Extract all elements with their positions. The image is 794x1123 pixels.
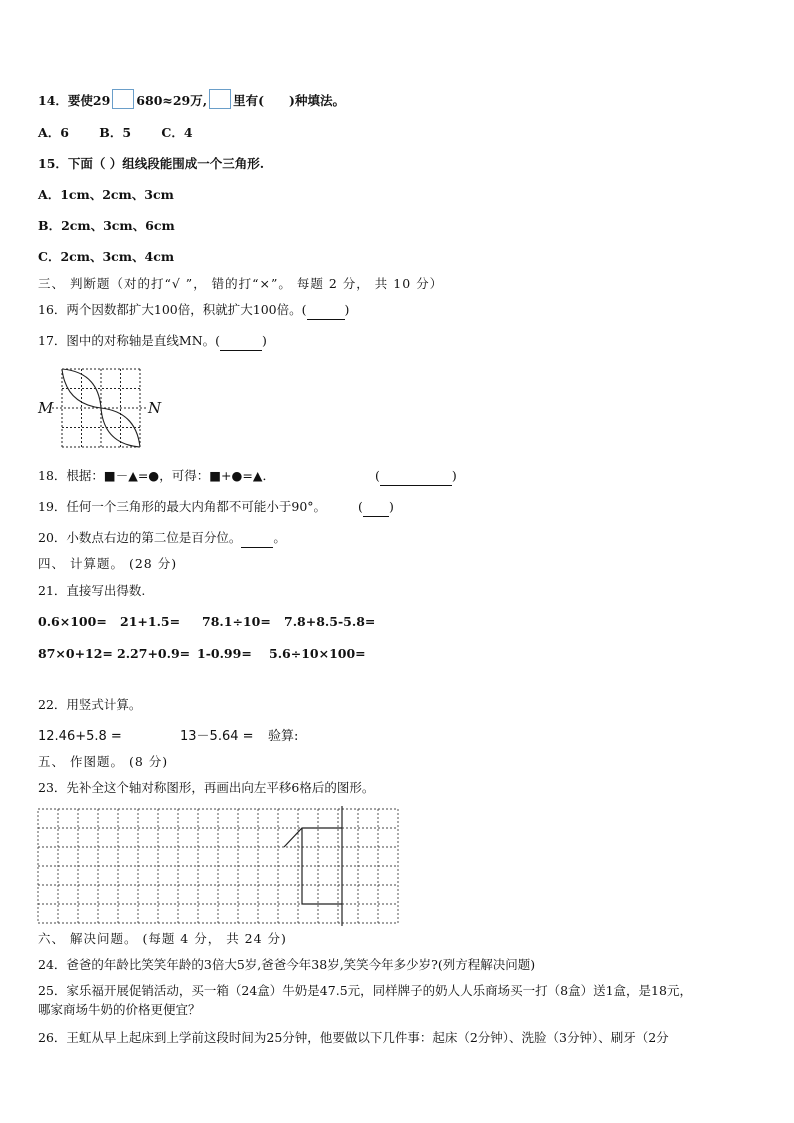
q19: 19．任何一个三角形的最大内角都不可能小于90°。 ( ) [38,499,394,517]
answer-blank[interactable] [307,303,345,320]
option-b[interactable]: B．5 [99,125,132,140]
q18: 18．根据：■－▲=●，可得：■+●=▲． ( ) [38,468,457,486]
answer-blank[interactable] [380,469,452,486]
symmetry-figure [36,364,166,448]
q25-line2: 哪家商场牛奶的价格更便宜？ [38,1002,201,1017]
blank-box[interactable] [209,89,231,109]
option-c[interactable]: C．2cm、3cm、4cm [38,249,175,264]
blank-box[interactable] [112,89,134,109]
q24: 24．爸爸的年龄比笑笑年龄的3倍大5岁,爸爸今年38岁,笑笑今年多少岁?(列方程解决问题) [38,957,536,972]
q16: 16．两个因数都扩大100倍，积就扩大100倍。( ) [38,302,349,320]
q25-line1: 25．家乐福开展促销活动，买一箱（24盒）牛奶是47.5元，同样牌子的奶人人乐商场买一打（8盒）送1盒，是18元， [38,983,692,998]
answer-blank[interactable] [241,531,273,548]
q21-row1: 0.6×100= 21+1.5= 78.1÷10= 7.8+8.5-5.8= [38,614,376,629]
option-c[interactable]: C．4 [161,125,193,140]
option-a[interactable]: A．1cm、2cm、3cm [38,187,174,202]
q22-stem: 22．用竖式计算。 [38,697,142,712]
q15-stem: 15．下面（ ）组线段能围成一个三角形. [38,156,265,171]
answer-blank[interactable] [363,500,389,517]
answer-blank[interactable] [220,334,262,351]
q26: 26．王虹从早上起床到上学前这段时间为25分钟，他要做以下几件事：起床（2分钟）、洗脸（3分钟）、刷牙（2分 [38,1030,669,1045]
drawing-grid[interactable] [37,806,401,926]
q14-stem: 14．要使29 680≈29万, 里有( )种填法。 [38,89,345,109]
q21-row2: 87×0+12= 2.27+0.9= 1-0.99= 5.6÷10×100= [38,646,366,661]
section-5-title: 五、 作图题。 (8 分) [38,754,169,769]
q17: 17．图中的对称轴是直线MN。( ) [38,333,267,351]
label-n: N [148,399,162,417]
option-b[interactable]: B．2cm、3cm、6cm [38,218,175,233]
q20: 20．小数点右边的第二位是百分位。 。 [38,530,286,548]
q14-options [38,125,193,141]
label-m: M [38,399,54,417]
half-shape [284,828,342,904]
option-a[interactable]: A．6 [38,125,69,140]
section-3-title: 三、 判断题（对的打“√ ”， 错的打“×”。 每题 2 分， 共 10 分） [38,276,444,291]
q21-stem: 21．直接写出得数. [38,583,146,598]
section-6-title: 六、 解决问题。 (每题 4 分， 共 24 分) [38,931,287,946]
q23-stem: 23．先补全这个轴对称图形，再画出向左平移6格后的图形。 [38,780,375,795]
q22-items: 12.46+5.8 = 13－5.64 = 验算: [38,729,299,744]
section-4-title: 四、 计算题。 (28 分) [38,556,178,571]
